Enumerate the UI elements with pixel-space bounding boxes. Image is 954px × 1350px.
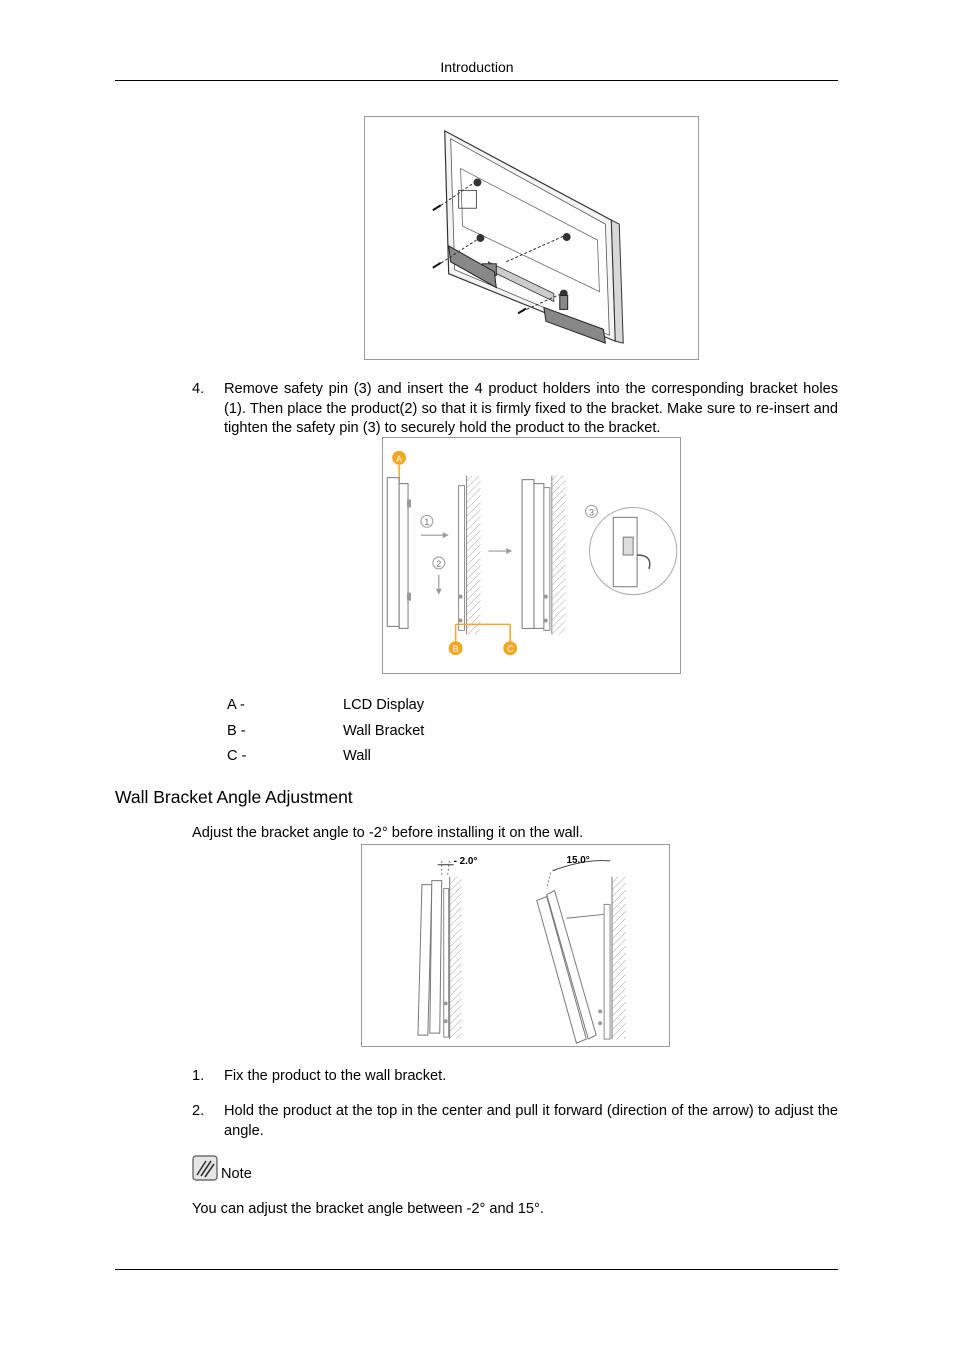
angle-label-min: - 2.0° (453, 855, 478, 867)
step-marker-2: 2 (436, 558, 442, 569)
page-header-title: Introduction (440, 59, 514, 75)
step-number: 2. (192, 1103, 205, 1119)
step-number: 4. (192, 381, 205, 397)
marker-a-label: A (396, 453, 403, 464)
footer-rule (115, 1269, 838, 1270)
step-marker-3: 3 (589, 507, 594, 518)
figure-angle-adjustment (361, 844, 670, 1047)
figure-tv-back-screws (364, 116, 699, 360)
section-intro: Adjust the bracket angle to -2° before installing it on the wall. (192, 825, 584, 841)
angle-label-max: 15.0° (566, 854, 590, 866)
step-text: Hold the product at the top in the center and pull it forward (direction of the arrow) to adjust the angle. (224, 1103, 838, 1139)
step-text: Fix the product to the wall bracket. (224, 1068, 447, 1084)
step-1 (192, 1067, 838, 1087)
step-marker-1: 1 (424, 517, 430, 528)
step-4 (192, 380, 838, 439)
header-rule (115, 80, 838, 81)
note-icon (192, 1155, 218, 1181)
figure-mounting-sequence (382, 437, 681, 674)
marker-b-label: B (452, 644, 459, 655)
note-label: Note (221, 1166, 252, 1182)
legend-value: Wall Bracket (343, 723, 425, 739)
section-title: Wall Bracket Angle Adjustment (115, 787, 353, 807)
note-text: You can adjust the bracket angle between -2° and 15°. (192, 1201, 544, 1217)
legend-key: B - (227, 723, 246, 739)
marker-c-label: C (506, 644, 514, 655)
step-number: 1. (192, 1068, 205, 1084)
tv-back-illustration (365, 117, 698, 359)
legend-value: Wall (343, 748, 371, 764)
step-text: Remove safety pin (3) and insert the 4 product holders into the corresponding bracket holes (1). Then place the product(2) so that it is firmly fixed to the bracket. Make sure to re-insert and tighten the safety pin (3) to securely hold the product to the bracket. (224, 381, 838, 436)
legend-key: C - (227, 748, 247, 764)
step-2 (192, 1102, 838, 1141)
legend-key: A - (227, 697, 245, 713)
legend-value: LCD Display (343, 697, 425, 713)
